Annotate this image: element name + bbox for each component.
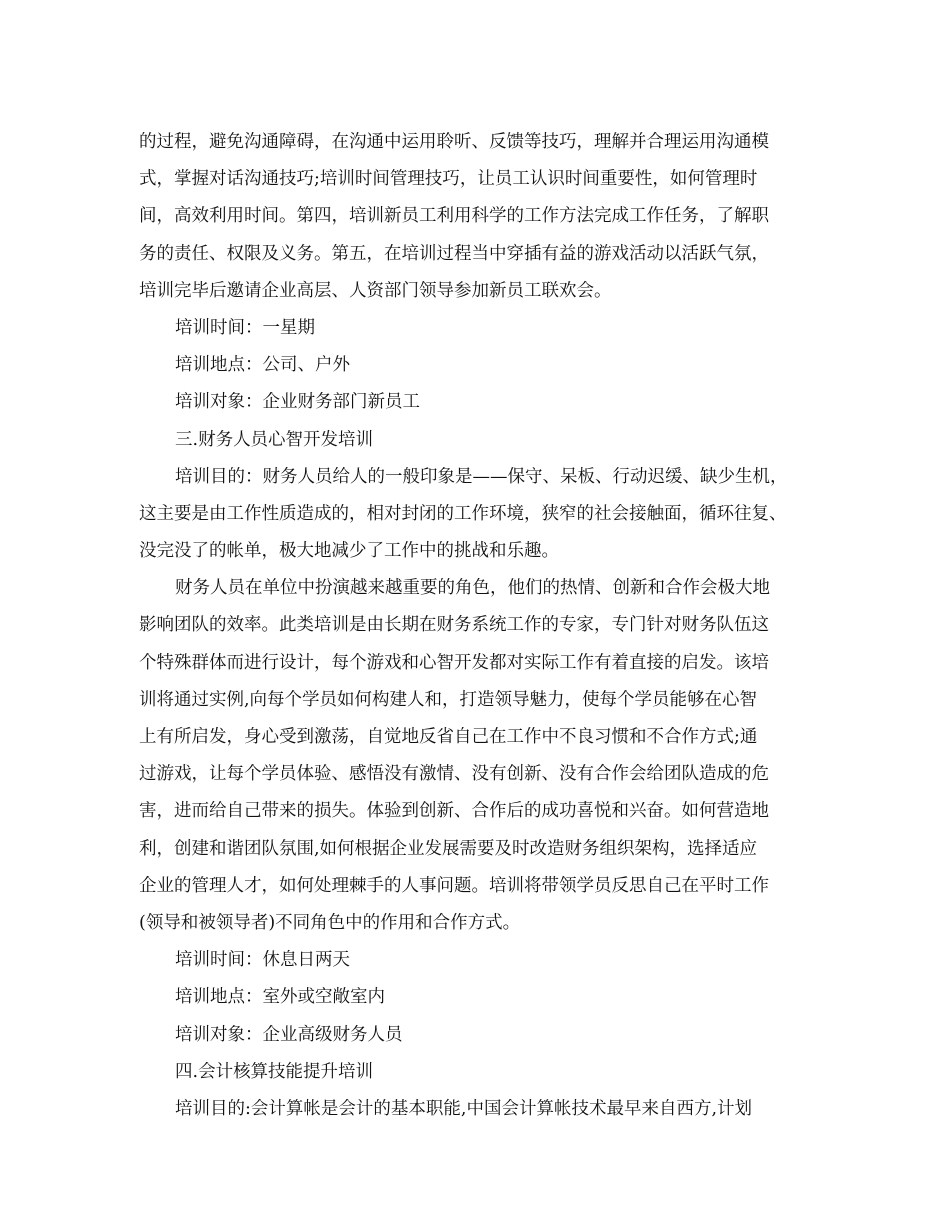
text-line: 培训地点：室外或空敞室内 xyxy=(175,987,385,1008)
text-line: 个特殊群体而进行设计，每个游戏和心智开发都对实际工作有着直接的启发。该培 xyxy=(139,652,769,673)
text-line: (领导和被领导者)不同角色中的作用和合作方式。 xyxy=(139,912,521,933)
text-line: 没完没了的帐单，极大地减少了工作中的挑战和乐趣。 xyxy=(139,541,559,562)
text-line: 的过程，避免沟通障碍，在沟通中运用聆听、反馈等技巧，理解并合理运用沟通模 xyxy=(139,132,769,152)
text-line: 培训时间：一星期 xyxy=(175,317,315,338)
text-line: 这主要是由工作性质造成的，相对封闭的工作环境，狭窄的社会接触面，循环往复、 xyxy=(139,503,787,524)
text-line: 式，掌握对话沟通技巧;培训时间管理技巧，让员工认识时间重要性，如何管理时 xyxy=(139,169,758,190)
text-line: 培训对象：企业财务部门新员工 xyxy=(175,392,420,413)
text-line: 财务人员在单位中扮演越来越重要的角色，他们的热情、创新和合作会极大地 xyxy=(175,578,770,599)
text-line: 企业的管理人才，如何处理棘手的人事问题。培训将带领学员反思自己在平时工作 xyxy=(139,875,769,896)
text-line: 利，创建和谐团队氛围,如何根据企业发展需要及时改造财务组织架构，选择适应 xyxy=(139,838,758,859)
text-line: 过游戏，让每个学员体验、感悟没有激情、没有创新、没有合作会给团队造成的危 xyxy=(139,764,769,785)
text-line: 培训地点：公司、户外 xyxy=(175,355,350,376)
text-line: 害，进而给自己带来的损失。体验到创新、合作后的成功喜悦和兴奋。如何营造地 xyxy=(139,801,769,822)
text-line: 培训完毕后邀请企业高层、人资部门领导参加新员工联欢会。 xyxy=(139,280,612,301)
text-line: 三.财务人员心智开发培训 xyxy=(175,429,374,450)
text-line: 务的责任、权限及义务。第五，在培训过程当中穿插有益的游戏活动以活跃气氛， xyxy=(139,243,769,264)
text-line: 间，高效利用时间。第四，培训新员工利用科学的工作方法完成工作任务，了解职 xyxy=(139,206,769,227)
text-line: 上有所启发，身心受到激荡，自觉地反省自己在工作中不良习惯和不合作方式;通 xyxy=(139,727,758,747)
text-line: 培训时间：休息日两天 xyxy=(175,950,350,971)
text-line: 影响团队的效率。此类培训是由长期在财务系统工作的专家，专门针对财务队伍这 xyxy=(139,615,769,636)
text-line: 培训对象：企业高级财务人员 xyxy=(175,1024,403,1045)
text-line: 四.会计核算技能提升培训 xyxy=(175,1061,374,1082)
text-line: 培训目的:会计算帐是会计的基本职能,中国会计算帐技术最早来自西方,计划 xyxy=(175,1098,753,1119)
text-line: 训将通过实例,向每个学员如何构建人和，打造领导魅力，使每个学员能够在心智 xyxy=(139,689,758,710)
text-line: 培训目的：财务人员给人的一般印象是——保守、呆板、行动迟缓、缺少生机， xyxy=(175,466,788,487)
document-body xyxy=(139,124,829,1128)
